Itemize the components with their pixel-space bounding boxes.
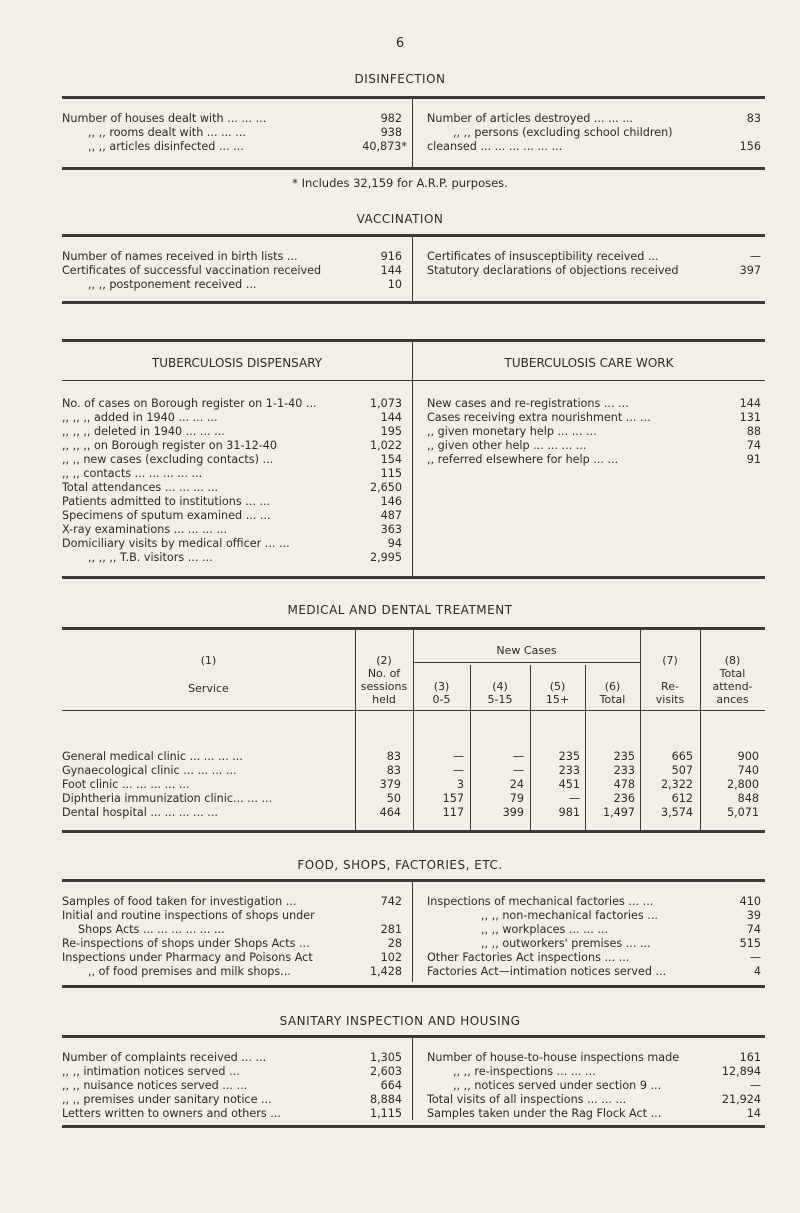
col-header-revisits: visits <box>655 693 685 706</box>
disinfection-divider <box>412 99 413 167</box>
col-header-15plus: 15+ <box>545 693 570 706</box>
col-header-5-15: 5-15 <box>487 693 513 706</box>
col-header-total: Total <box>599 693 626 706</box>
col-header-attendances: Total <box>719 667 746 680</box>
food-divider <box>412 882 413 982</box>
col-header-new-cases: New Cases <box>496 644 557 657</box>
col-header-5-num: (5) <box>549 680 566 693</box>
col-header-0-5: 0-5 <box>432 693 451 706</box>
medical-bottom-rule <box>62 830 765 833</box>
col-header-2-num: (2) <box>376 654 392 667</box>
col-header-4-num: (4) <box>492 680 508 693</box>
food-bottom-rule <box>62 985 765 988</box>
col-header-sessions: held <box>372 693 396 706</box>
new-cases-rule <box>413 662 640 663</box>
food-top-rule <box>62 879 765 882</box>
sanitary-title: SANITARY INSPECTION AND HOUSING <box>279 1014 521 1028</box>
medical-title: MEDICAL AND DENTAL TREATMENT <box>287 603 513 617</box>
disinfection-top-rule <box>62 96 765 99</box>
food-title: FOOD, SHOPS, FACTORIES, ETC. <box>297 858 503 872</box>
col-header-7-num: (7) <box>662 654 678 667</box>
col-header-attendances: attend- <box>712 680 753 693</box>
tuberculosis-bottom-rule <box>62 576 765 579</box>
tb-care-title: TUBERCULOSIS CARE WORK <box>504 356 674 370</box>
col-header-3-num: (3) <box>433 680 450 693</box>
col-header-sessions: sessions <box>360 680 408 693</box>
disinfection-title: DISINFECTION <box>354 72 446 86</box>
vaccination-title: VACCINATION <box>356 212 444 226</box>
col-header-6-num: (6) <box>604 680 621 693</box>
page-number: 6 <box>395 36 405 51</box>
tuberculosis-divider <box>412 342 413 576</box>
col-header-attendances: ances <box>716 693 749 706</box>
col-header-8-num: (8) <box>724 654 741 667</box>
col-header-revisits: Re- <box>661 680 679 693</box>
sanitary-top-rule <box>62 1035 765 1038</box>
tuberculosis-header-rule <box>62 380 765 381</box>
vaccination-bottom-rule <box>62 301 765 304</box>
tuberculosis-top-rule <box>62 339 765 342</box>
vaccination-top-rule <box>62 234 765 237</box>
col-header-service: Service <box>188 682 229 695</box>
disinfection-footnote: * Includes 32,159 for A.R.P. purposes. <box>292 176 508 190</box>
medical-header-rule <box>62 710 765 711</box>
col-header-sessions: No. of <box>367 667 401 680</box>
tb-dispensary-title: TUBERCULOSIS DISPENSARY <box>151 356 323 370</box>
col-header-1-num: (1) <box>200 654 217 667</box>
sanitary-divider <box>412 1038 413 1120</box>
disinfection-bottom-rule <box>62 167 765 170</box>
vaccination-divider <box>412 237 413 301</box>
sanitary-bottom-rule <box>62 1125 765 1128</box>
